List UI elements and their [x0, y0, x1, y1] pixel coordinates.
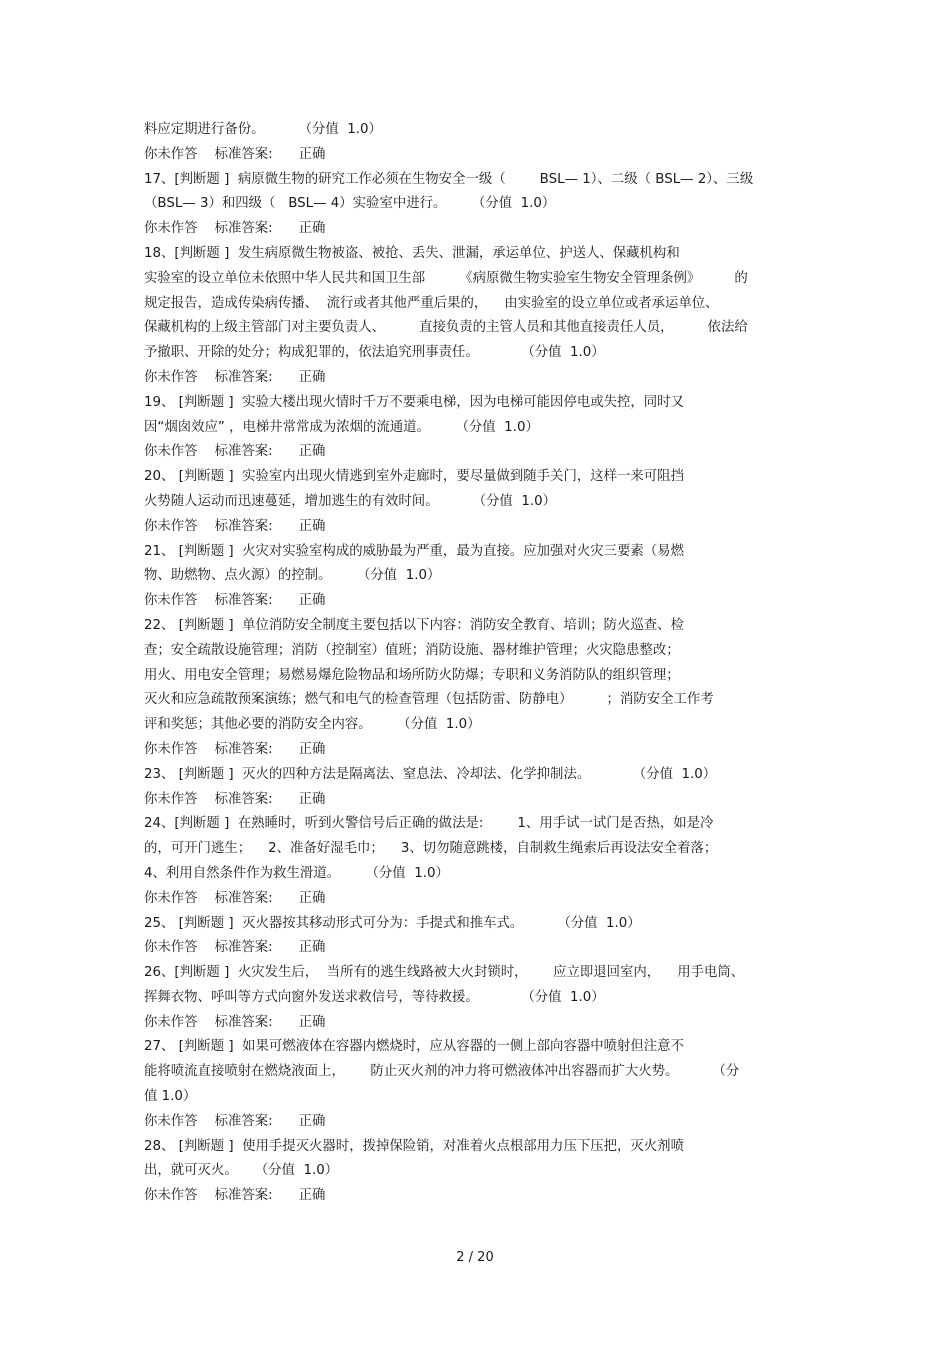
answer-status: 你未作答 [144, 940, 198, 956]
question-text-line: 20、 [判断题 ] 实验室内出现火情逃到室外走廊时，要尽量做到随手关门，这样一来可阻挡 [144, 469, 684, 485]
page-number: 2 / 20 [456, 1250, 494, 1265]
answer-status: 你未作答 [144, 890, 198, 906]
document-body [144, 118, 814, 1209]
answer-label: 标准答案: [214, 1014, 273, 1030]
lead-fragment [144, 118, 814, 168]
question-text-line: 物、助燃物、点火源）的控制。 （分值 1.0） [144, 568, 441, 584]
answer-status: 你未作答 [144, 369, 198, 385]
answer-line [144, 143, 814, 168]
answer-label: 标准答案: [214, 593, 273, 609]
question-text-line: 能将喷流直接喷射在燃烧液面上， 防止灭火剂的冲力将可燃液体冲出容器而扩大火势。 （分 [144, 1064, 740, 1080]
question-23 [144, 763, 814, 813]
question-text-line: 28、 [判断题 ] 使用手提灭火器时，拨掉保险销，对准着火点根部用力压下压把，灭火剂喷 [144, 1138, 684, 1154]
answer-line [144, 1110, 814, 1135]
answer-value: 正确 [298, 146, 326, 162]
question-text-line: 出，就可灭火。 （分值 1.0） [144, 1163, 339, 1179]
answer-value: 正确 [298, 890, 326, 906]
question-text-line: 值 1.0） [144, 1089, 197, 1105]
question-text-line: 24、[判断题 ] 在熟睡时，听到火警信号后正确的做法是: 1、用手试一试门是否热，如是冷 [144, 816, 714, 832]
answer-label: 标准答案: [214, 890, 273, 906]
answer-value: 正确 [298, 1113, 326, 1129]
question-text-line: 灭火和应急疏散预案演练；燃气和电气的检查管理（包括防雷、防静电） ；消防安全工作考 [144, 692, 714, 708]
question-text-line: 23、 [判断题 ] 灭火的四种方法是隔离法、窒息法、冷却法、化学抑制法。 （分值 1.0） [144, 766, 717, 782]
answer-value: 正确 [298, 593, 326, 609]
question-text-line: （BSL— 3）和四级（ BSL— 4）实验室中进行。 （分值 1.0） [144, 196, 556, 212]
answer-value: 正确 [298, 741, 326, 757]
answer-label: 标准答案: [214, 444, 273, 460]
answer-status: 你未作答 [144, 221, 198, 237]
answer-status: 你未作答 [144, 1188, 198, 1204]
question-text-line: 因“烟囱效应” ，电梯井常常成为浓烟的流通道。 （分值 1.0） [144, 419, 539, 435]
answer-line [144, 440, 814, 465]
question-text-line: 用火、用电安全管理；易燃易爆危险物品和场所防火防爆；专职和义务消防队的组织管理； [144, 667, 680, 683]
question-text-line: 4、利用自然条件作为救生滑道。 （分值 1.0） [144, 865, 449, 881]
question-text-line: 评和奖惩；其他必要的消防安全内容。 （分值 1.0） [144, 717, 481, 733]
question-22 [144, 614, 814, 763]
answer-line [144, 589, 814, 614]
question-text-line: 17、[判断题 ] 病原微生物的研究工作必须在生物安全一级（ BSL— 1）、二级（ BSL— 2）、三级 [144, 171, 754, 187]
question-text-line: 查；安全疏散设施管理；消防（控制室）值班；消防设施、器材维护管理；火灾隐患整改； [144, 642, 680, 658]
answer-line [144, 1184, 814, 1209]
question-text-line: 27、 [判断题 ] 如果可燃液体在容器内燃烧时，应从容器的一侧上部向容器中喷射但注意不 [144, 1039, 684, 1055]
question-text-line: 19、 [判断题 ] 实验大楼出现火情时千万不要乘电梯，因为电梯可能因停电或失控，同时又 [144, 394, 684, 410]
answer-label: 标准答案: [214, 741, 273, 757]
question-18 [144, 242, 814, 391]
answer-label: 标准答案: [214, 940, 273, 956]
answer-status: 你未作答 [144, 741, 198, 757]
answer-line [144, 217, 814, 242]
answer-label: 标准答案: [214, 518, 273, 534]
answer-label: 标准答案: [214, 1113, 273, 1129]
question-text-line: 实验室的设立单位未依照中华人民共和国卫生部 《病原微生物实验室生物安全管理条例》 的 [144, 270, 748, 286]
answer-line [144, 515, 814, 540]
answer-value: 正确 [298, 444, 326, 460]
answer-label: 标准答案: [214, 221, 273, 237]
question-text-line: 规定报告，造成传染病传播、 流行或者其他严重后果的， 由实验室的设立单位或者承运单位、 [144, 295, 719, 311]
answer-value: 正确 [298, 1014, 326, 1030]
question-24 [144, 812, 814, 911]
answer-value: 正确 [298, 791, 326, 807]
answer-value: 正确 [298, 221, 326, 237]
answer-value: 正确 [298, 940, 326, 956]
answer-status: 你未作答 [144, 444, 198, 460]
question-text-line: 予撤职、开除的处分；构成犯罪的，依法追究刑事责任。 （分值 1.0） [144, 345, 605, 361]
answer-line [144, 1011, 814, 1036]
answer-line [144, 366, 814, 391]
question-text-line: 挥舞衣物、呼叫等方式向窗外发送求救信号，等待救援。 （分值 1.0） [144, 989, 605, 1005]
answer-label: 标准答案: [214, 1188, 273, 1204]
question-28 [144, 1135, 814, 1209]
question-19 [144, 391, 814, 465]
question-27 [144, 1035, 814, 1134]
answer-value: 正确 [298, 518, 326, 534]
question-text-line: 25、 [判断题 ] 灭火器按其移动形式可分为：手提式和推车式。 （分值 1.0） [144, 915, 641, 931]
answer-line [144, 887, 814, 912]
answer-status: 你未作答 [144, 791, 198, 807]
answer-status: 你未作答 [144, 1014, 198, 1030]
question-text-line: 火势随人运动而迅速蔓延，增加逃生的有效时间。 （分值 1.0） [144, 493, 557, 509]
answer-value: 正确 [298, 369, 326, 385]
question-text-line: 料应定期进行备份。 （分值 1.0） [144, 122, 382, 137]
question-25 [144, 912, 814, 962]
question-text-line: 26、[判断题 ] 火灾发生后， 当所有的逃生线路被大火封锁时， 应立即退回室内， 用手电筒、 [144, 965, 745, 981]
question-text-line: 22、 [判断题 ] 单位消防安全制度主要包括以下内容：消防安全教育、培训；防火巡查、检 [144, 617, 684, 633]
answer-status: 你未作答 [144, 518, 198, 534]
answer-line [144, 936, 814, 961]
answer-status: 你未作答 [144, 146, 198, 162]
question-21 [144, 540, 814, 614]
answer-label: 标准答案: [214, 369, 273, 385]
answer-status: 你未作答 [144, 593, 198, 609]
answer-line [144, 738, 814, 763]
answer-value: 正确 [298, 1188, 326, 1204]
answer-line [144, 788, 814, 813]
question-text-line: 的，可开门逃生； 2、准备好湿毛巾； 3、切勿随意跳楼，自制救生绳索后再设法安全着落； [144, 841, 718, 857]
question-26 [144, 961, 814, 1035]
question-text-line: 21、 [判断题 ] 火灾对实验室构成的威胁最为严重，最为直接。应加强对火灾三要素（易燃 [144, 543, 684, 559]
answer-label: 标准答案: [214, 146, 273, 162]
question-20 [144, 465, 814, 539]
question-text-line: 保藏机构的上级主管部门对主要负责人、 直接负责的主管人员和其他直接责任人员， 依法给 [144, 320, 748, 336]
answer-label: 标准答案: [214, 791, 273, 807]
answer-status: 你未作答 [144, 1113, 198, 1129]
question-text-line: 18、[判断题 ] 发生病原微生物被盗、被抢、丢失、泄漏，承运单位、护送人、保藏机构和 [144, 245, 680, 261]
question-17 [144, 168, 814, 242]
